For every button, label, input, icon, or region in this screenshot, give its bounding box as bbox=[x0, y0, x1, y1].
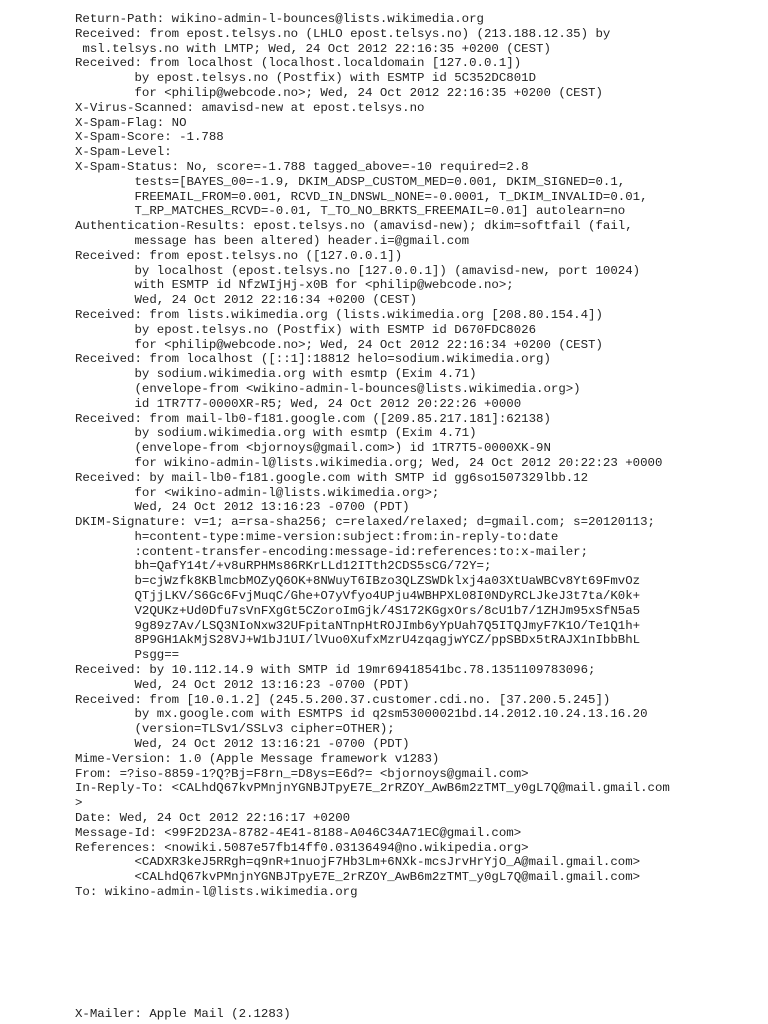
email-headers bbox=[75, 12, 755, 900]
header-line: Received: by 10.112.14.9 with SMTP id 19mr69418541bc.78.1351109783096; bbox=[75, 663, 596, 678]
header-line: V2QUKz+Ud0Dfu7sVnFXgGt5CZoroImGjk/4S172KGgxOrs/8cU1b7/1ZHJm95xSfN5a5 bbox=[75, 603, 641, 618]
header-line: Wed, 24 Oct 2012 13:16:23 -0700 (PDT) bbox=[75, 677, 410, 692]
header-line: by sodium.wikimedia.org with esmtp (Exim 4.71) bbox=[75, 426, 477, 441]
header-line: h=content-type:mime-version:subject:from:in-reply-to:date bbox=[75, 529, 559, 544]
header-line: by localhost (epost.telsys.no [127.0.0.1]) (amavisd-new, port 10024) bbox=[75, 263, 641, 278]
header-line: for <philip@webcode.no>; Wed, 24 Oct 2012 22:16:34 +0200 (CEST) bbox=[75, 337, 603, 352]
header-line: 9g89z7Av/LSQ3NIoNxw32UFpitaNTnpHtROJImb6yYpUah7Q5ITQJmyF7K1O/Te1Q1h+ bbox=[75, 618, 641, 633]
header-line: for <wikino-admin-l@lists.wikimedia.org>; bbox=[75, 485, 440, 500]
header-line: X-Spam-Score: -1.788 bbox=[75, 130, 224, 145]
header-line: Received: from epost.telsys.no (LHLO epost.telsys.no) (213.188.12.35) by bbox=[75, 26, 611, 41]
header-line: tests=[BAYES_00=-1.9, DKIM_ADSP_CUSTOM_MED=0.001, DKIM_SIGNED=0.1, bbox=[75, 174, 626, 189]
header-line: References: <nowiki.5087e57fb14ff0.03136494@no.wikipedia.org> bbox=[75, 840, 529, 855]
header-line: :content-transfer-encoding:message-id:references:to:x-mailer; bbox=[75, 544, 589, 559]
header-line: T_RP_MATCHES_RCVD=-0.01, T_TO_NO_BRKTS_FREEMAIL=0.01] autolearn=no bbox=[75, 204, 626, 219]
header-line: Message-Id: <99F2D23A-8782-4E41-8188-A046C34A71EC@gmail.com> bbox=[75, 825, 522, 840]
header-line: Date: Wed, 24 Oct 2012 22:16:17 +0200 bbox=[75, 811, 351, 826]
header-line: QTjjLKV/S6Gc6FvjMuqC/Ghe+O7yVfyo4UPju4WBHPXL08I0NDyRCLJkeJ3t7ta/K0k+ bbox=[75, 589, 641, 604]
header-line: Received: from localhost (localhost.localdomain [127.0.0.1]) bbox=[75, 56, 522, 71]
header-line: 8P9GH1AkMjS28VJ+W1bJ1UI/lVuo0XufxMzrU4zqagjwYCZ/ppSBDx5tRAJX1nIbbBhL bbox=[75, 633, 641, 648]
header-line: X-Spam-Status: No, score=-1.788 tagged_above=-10 required=2.8 bbox=[75, 159, 529, 174]
header-line: id 1TR7T7-0000XR-R5; Wed, 24 Oct 2012 20:22:26 +0000 bbox=[75, 396, 522, 411]
header-line: b=cjWzfk8KBlmcbMOZyQ6OK+8NWuyT6IBzo3QLZSWDklxj4a03XtUaWBCv8Yt69FmvOz bbox=[75, 574, 641, 589]
header-line: <CALhdQ67kvPMnjnYGNBJTpyE7E_2rRZOY_AwB6m2zTMT_y0gL7Q@mail.gmail.com> bbox=[75, 870, 641, 885]
header-line: for wikino-admin-l@lists.wikimedia.org; Wed, 24 Oct 2012 20:22:23 +0000 bbox=[75, 455, 663, 470]
header-line: FREEMAIL_FROM=0.001, RCVD_IN_DNSWL_NONE=-0.0001, T_DKIM_INVALID=0.01, bbox=[75, 189, 648, 204]
header-line: msl.telsys.no with LMTP; Wed, 24 Oct 2012 22:16:35 +0200 (CEST) bbox=[75, 41, 551, 56]
header-line: by epost.telsys.no (Postfix) with ESMTP id 5C352DC801D bbox=[75, 71, 537, 86]
header-line: Received: from lists.wikimedia.org (lists.wikimedia.org [208.80.154.4]) bbox=[75, 307, 603, 322]
header-line: (version=TLSv1/SSLv3 cipher=OTHER); bbox=[75, 722, 395, 737]
header-line: To: wikino-admin-l@lists.wikimedia.org bbox=[75, 885, 358, 900]
header-line: In-Reply-To: <CALhdQ67kvPMnjnYGNBJTpyE7E_2rRZOY_AwB6m2zTMT_y0gL7Q@mail.gmail.com bbox=[75, 781, 670, 796]
header-line: DKIM-Signature: v=1; a=rsa-sha256; c=relaxed/relaxed; d=gmail.com; s=20120113; bbox=[75, 515, 655, 530]
header-line: Received: from localhost ([::1]:18812 helo=sodium.wikimedia.org) bbox=[75, 352, 551, 367]
header-line: Wed, 24 Oct 2012 13:16:23 -0700 (PDT) bbox=[75, 500, 410, 515]
header-line: Psgg== bbox=[75, 648, 180, 663]
header-line: bh=QafY14t/+v8uRPHMs86RKrLLd12ITth2CDS5sCG/72Y=; bbox=[75, 559, 492, 574]
header-line: Received: by mail-lb0-f181.google.com with SMTP id gg6so1507329lbb.12 bbox=[75, 470, 589, 485]
header-line: Wed, 24 Oct 2012 13:16:21 -0700 (PDT) bbox=[75, 737, 410, 752]
header-line: X-Spam-Level: bbox=[75, 145, 172, 160]
header-line: Received: from [10.0.1.2] (245.5.200.37.customer.cdi.no. [37.200.5.245]) bbox=[75, 692, 611, 707]
header-line: From: =?iso-8859-1?Q?Bj=F8rn_=D8ys=E6d?= <bjornoys@gmail.com> bbox=[75, 766, 529, 781]
header-line: Received: from epost.telsys.no ([127.0.0.1]) bbox=[75, 248, 403, 263]
header-line: Wed, 24 Oct 2012 22:16:34 +0200 (CEST) bbox=[75, 293, 418, 308]
x-mailer-line: X-Mailer: Apple Mail (2.1283) bbox=[75, 1007, 291, 1021]
header-line: > bbox=[75, 796, 83, 811]
header-line: Received: from mail-lb0-f181.google.com ([209.85.217.181]:62138) bbox=[75, 411, 551, 426]
header-line: by epost.telsys.no (Postfix) with ESMTP id D670FDC8026 bbox=[75, 322, 537, 337]
header-line: (envelope-from <bjornoys@gmail.com>) id 1TR7T5-0000XK-9N bbox=[75, 441, 551, 456]
header-line: X-Virus-Scanned: amavisd-new at epost.telsys.no bbox=[75, 100, 425, 115]
header-line: message has been altered) header.i=@gmail.com bbox=[75, 233, 470, 248]
header-line: Return-Path: wikino-admin-l-bounces@lists.wikimedia.org bbox=[75, 12, 484, 26]
header-line: Mime-Version: 1.0 (Apple Message framework v1283) bbox=[75, 751, 440, 766]
header-line: (envelope-from <wikino-admin-l-bounces@lists.wikimedia.org>) bbox=[75, 381, 581, 396]
header-line: with ESMTP id NfzWIjHj-x0B for <philip@webcode.no>; bbox=[75, 278, 514, 293]
header-line: by sodium.wikimedia.org with esmtp (Exim 4.71) bbox=[75, 367, 477, 382]
header-line: by mx.google.com with ESMTPS id q2sm53000021bd.14.2012.10.24.13.16.20 bbox=[75, 707, 648, 722]
header-line: Authentication-Results: epost.telsys.no (amavisd-new); dkim=softfail (fail, bbox=[75, 219, 633, 234]
header-line: for <philip@webcode.no>; Wed, 24 Oct 2012 22:16:35 +0200 (CEST) bbox=[75, 85, 603, 100]
header-line: <CADXR3keJ5RRgh=q9nR+1nuojF7Hb3Lm+6NXk-mcsJrvHrYjO_A@mail.gmail.com> bbox=[75, 855, 641, 870]
header-line: X-Spam-Flag: NO bbox=[75, 115, 187, 130]
